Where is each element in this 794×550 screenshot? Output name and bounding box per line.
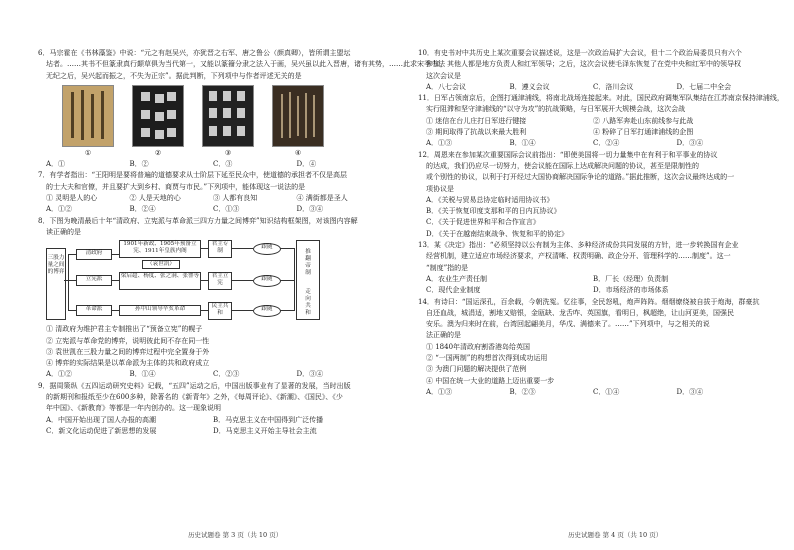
diagram-outcome bbox=[296, 240, 320, 320]
options-row bbox=[418, 285, 760, 296]
calligraphy-image-4 bbox=[272, 85, 324, 147]
option-c[interactable]: C．②③ bbox=[213, 370, 240, 379]
goal-constitutional-monarchy: 君主立宪 bbox=[208, 272, 232, 290]
item: ① 灵明是人的心 bbox=[46, 194, 98, 203]
question-text-line: 安乐。澳为归来时在前，台湾回起翩美月，华戊、满德来了。……”下列项中，与之相关的说 bbox=[426, 320, 710, 329]
option-c[interactable]: C．③ bbox=[213, 160, 233, 169]
question-13 bbox=[418, 240, 760, 296]
item: ① 迷信在台儿庄打日军进行键接 bbox=[426, 116, 527, 125]
option-d[interactable]: D．《关于在越南结束战争、恢复和平的协定》 bbox=[426, 229, 569, 238]
options-row bbox=[38, 415, 380, 426]
option-d[interactable]: D．③④ bbox=[296, 370, 324, 379]
option-b[interactable]: B．①④ bbox=[509, 139, 536, 148]
goal-republic: 民主共和 bbox=[208, 302, 232, 320]
option-c[interactable]: C．①④ bbox=[593, 387, 620, 396]
question-text-line: 或个别性的协议，以利于打开经过大国协商解决国际争论的道路。”据此推断，这次会议最终达成的一 bbox=[426, 173, 735, 182]
goal-autocracy: 君主专制 bbox=[208, 240, 232, 258]
option-b[interactable]: B．马克思主义在中国得到广泛传播 bbox=[213, 415, 324, 424]
options-row bbox=[38, 369, 380, 380]
options-row bbox=[38, 426, 380, 437]
item: ② 立宪派与革命党的博弈，说明彼此间不存在同一性 bbox=[46, 336, 210, 345]
item: ④ 粉碎了日军打通津浦线的企图 bbox=[593, 128, 694, 137]
item: ② 八路军奔赴山东前线参与此战 bbox=[593, 116, 694, 125]
calligraphy-images bbox=[38, 85, 380, 147]
question-text-line: 9．据周策纵《五四运动研究史料》记载，“五四”运动之后，中国出版事业有了显著的发展，当时出版 bbox=[38, 381, 351, 390]
question-text-line: 的士大夫和官僚，并且要扩大到乡村、商贾与市民。”下列项中，能体现这一说法的是 bbox=[46, 182, 306, 191]
option-c[interactable]: C．《关于促进世界和平和合作宣言》 bbox=[426, 218, 540, 227]
items-row bbox=[418, 116, 760, 127]
question-text-line: 年中国》、《新教育》等都是一年内创办的。这一现象说明 bbox=[46, 404, 221, 413]
options-row bbox=[418, 274, 760, 285]
question-text-line: 12．周恩来在参加某次重要国际会议前指出：“即使美国将一切力量集中在有利于和平事业的协议 bbox=[418, 150, 718, 159]
party-revolutionaries: 革命派 bbox=[76, 305, 112, 316]
option-d[interactable]: D．③④ bbox=[676, 139, 704, 148]
options-row bbox=[418, 82, 760, 93]
option-c[interactable]: C．现代企业制度 bbox=[426, 286, 481, 295]
question-text-line: “制度”指的是 bbox=[426, 263, 469, 272]
options-row bbox=[418, 387, 760, 398]
option-c[interactable]: C．②④ bbox=[593, 139, 620, 148]
item: ② “一国两制”的构想首次得到成功运用 bbox=[426, 354, 548, 363]
event-qing-sub: （袁世凯） bbox=[142, 260, 180, 269]
result-2: 跟随 bbox=[253, 275, 281, 287]
page-footer-right: 历史试题卷 第 4 页（共 10 页） bbox=[568, 531, 663, 539]
calligraphy-labels bbox=[38, 148, 380, 159]
question-10 bbox=[418, 48, 760, 93]
question-text-line: 7．有学者指出：“王阳明是要将普遍的道德要求从士阶层下延至民众中，使道德的承担者不仅是高层 bbox=[38, 171, 348, 180]
option-a[interactable]: A．①③ bbox=[426, 387, 453, 396]
calligraphy-image-3 bbox=[202, 85, 254, 147]
item: ④ 中国在统一大业的道路上迈出重要一步 bbox=[426, 376, 555, 385]
question-text-line: 自还血战，城涓适，割地又赔银，金瓯缺、龙舌咋、英国旗，看明日，枫超绝，让山河更美，国强民 bbox=[426, 308, 734, 317]
item: ③ 期间取得了抗战以来最大胜利 bbox=[426, 128, 527, 137]
option-b[interactable]: B．② bbox=[129, 160, 149, 169]
question-text-line: 这次会议是 bbox=[426, 71, 461, 80]
items-row bbox=[38, 193, 380, 204]
option-d[interactable]: D．③④ bbox=[296, 205, 324, 214]
question-9 bbox=[38, 381, 380, 437]
option-d[interactable]: D．市场经济的市场体系 bbox=[593, 286, 669, 295]
question-text-line: 13．某《决定》指出：“必须坚持以公有制为主体、多种经济成份共同发展的方针，进一步转换国有企业 bbox=[418, 241, 739, 250]
option-a[interactable]: A．中国开始出现了国人办报的高潮 bbox=[46, 415, 157, 424]
question-text-line: 经营机制，建立适应市场经济要求，产权清晰、权责明确、政企分开、管理科学的……制度”。这一 bbox=[426, 252, 731, 261]
question-text-line: 无纪之后，吴兴起而振之，不失为正宗”。据此判断，下列项中与作者评述无关的是 bbox=[46, 71, 302, 80]
option-a[interactable]: A．①② bbox=[46, 370, 73, 379]
item: ③ 袁世凯在三股力量之间的博弈过程中完全置身于外 bbox=[46, 347, 210, 356]
option-a[interactable]: A．①② bbox=[46, 205, 73, 214]
item: ③ 为澳门问题的解决提供了范例 bbox=[426, 365, 527, 374]
party-constitutionalists: 立宪派 bbox=[76, 275, 112, 286]
question-14 bbox=[418, 297, 760, 399]
item: ① 1840年清政府割香港岛给英国 bbox=[426, 342, 531, 351]
option-c[interactable]: C．新文化运动促进了新思想的发展 bbox=[46, 426, 157, 435]
items-row bbox=[418, 127, 760, 138]
question-text-line: 法正确的是 bbox=[426, 331, 461, 340]
calligraphy-image-1 bbox=[62, 85, 114, 147]
question-text-line: 14．有诗曰：“国运深孔，百余载，今朝洗冤。忆往事，全民怒吼，炮声阵阵。烟烟缭绕被自拔于炮海，群豪抗 bbox=[418, 297, 760, 306]
question-text-line: 的达成，我们仍应尽一切努力，使会议能在国际上达成解决问题的协议，甚至是限制性的 bbox=[426, 161, 699, 170]
question-11 bbox=[418, 93, 784, 149]
question-text-line: 读正确的是 bbox=[46, 227, 81, 236]
question-text-line: 项协议是 bbox=[426, 184, 454, 193]
option-d[interactable]: D．③④ bbox=[676, 387, 704, 396]
right-column bbox=[418, 48, 784, 398]
option-a[interactable]: A．① bbox=[46, 160, 66, 169]
image-label: ② bbox=[154, 148, 162, 157]
option-d[interactable]: D．马克思主义开始主导社会主流 bbox=[213, 426, 317, 435]
option-c[interactable]: C．①③ bbox=[213, 205, 240, 214]
option-b[interactable]: B．②③ bbox=[509, 387, 536, 396]
knowledge-framework-diagram bbox=[38, 240, 380, 322]
question-7 bbox=[38, 170, 380, 215]
event-qing: 1901年新政、1905年预备立宪、1911年皇族内阁 bbox=[119, 240, 201, 258]
calligraphy-image-2 bbox=[132, 85, 184, 147]
image-label: ④ bbox=[294, 148, 302, 157]
item: ④ 满街都是圣人 bbox=[296, 194, 348, 203]
item: ③ 人都有良知 bbox=[213, 194, 258, 203]
event-revolution: 孙中山领导辛亥革命 bbox=[119, 305, 201, 316]
question-text-line: 的新期刊和报纸至少在600多种，除著名的《新青年》之外，《每周评论》、《新潮》、《国民》、《少 bbox=[46, 393, 343, 402]
result-1: 跟随 bbox=[253, 243, 281, 255]
option-b[interactable]: B．遵义会议 bbox=[509, 82, 550, 91]
option-a[interactable]: A．农业生产责任制 bbox=[426, 274, 488, 283]
page-footer-left: 历史试题卷 第 3 页（共 10 页） bbox=[188, 531, 283, 539]
diagram-left-label: 三股力量之间的博弈 bbox=[46, 248, 66, 320]
option-b[interactable]: B．①④ bbox=[129, 370, 156, 379]
outcome-overthrow: 推翻帝制 bbox=[305, 249, 311, 277]
party-qing-government: 清政府 bbox=[76, 249, 112, 260]
question-text-line: 实行阻滞和坚守津浦线的“以守为攻”的抗战策略，与日军展开大规模会战，这次会战 bbox=[426, 105, 686, 114]
option-b[interactable]: B．《关于恢复印度支那和平的日内瓦协议》 bbox=[426, 207, 561, 216]
options-row bbox=[418, 138, 760, 149]
option-c[interactable]: C．洛川会议 bbox=[593, 82, 634, 91]
outcome-republic: 走向共和 bbox=[305, 289, 311, 317]
option-d[interactable]: D．七届二中全会 bbox=[676, 82, 732, 91]
image-label: ① bbox=[84, 148, 92, 157]
option-a[interactable]: A．八七会议 bbox=[426, 82, 467, 91]
question-8 bbox=[38, 216, 380, 381]
item: ① 清政府为维护君主专制推出了“预备立宪”的幌子 bbox=[46, 325, 203, 334]
option-a[interactable]: A．①③ bbox=[426, 139, 453, 148]
event-constitutional: 梁启超、杨度、张之洞、张謇等 bbox=[119, 272, 201, 290]
item: ② 人是天地的心 bbox=[129, 194, 181, 203]
question-text-line: 11．日军占领南京后，企图打通津浦线，将南北战场连接起来。对此，国民政府调集军队集结在江苏南京保持津浦线， bbox=[418, 94, 784, 103]
question-text-line: 8．下图为晚清最后十年“清政府、立宪派与革命派三四方力量之间博弈”知识结构框架图，对该图内容解 bbox=[38, 216, 358, 225]
option-d[interactable]: D．④ bbox=[296, 160, 317, 169]
question-12 bbox=[418, 150, 760, 240]
result-3: 跟随 bbox=[253, 305, 281, 317]
item: ④ 博弈的实际结果是以革命派为主体的共和政府成立 bbox=[46, 359, 210, 368]
options-row bbox=[38, 159, 380, 170]
option-a[interactable]: A．《关税与贸易总协定临时适用协议书》 bbox=[426, 195, 554, 204]
image-label: ③ bbox=[224, 148, 232, 157]
option-b[interactable]: B．②④ bbox=[129, 205, 156, 214]
question-text-line: 10．有史书对中共历史上某次重要会议描述说，这是一次政治局扩大会议，但十二个政治局委员只有六个 bbox=[418, 49, 742, 57]
options-row bbox=[38, 204, 380, 215]
question-text-line: 坫者。……其书不但篆隶真行颠草俱为当代第一，又能以篆籀分隶之法入于画，吴兴虽以此入晋唐，诸有其势，……此求宋季书法 bbox=[46, 60, 445, 69]
option-b[interactable]: B．厂长（经理）负责制 bbox=[593, 274, 669, 283]
question-text-line: 参加，其他人都是地方负责人和红军领导；之后，这次会议使毛泽东恢复了在党中央和红军中的领导权 bbox=[426, 60, 741, 69]
question-text-line: 6．马宗霍在《书林藻鉴》中说：“元之有赵吴兴，亦犹晋之右军、唐之鲁公（颜真卿），皆所谓主盟坛 bbox=[38, 49, 351, 57]
